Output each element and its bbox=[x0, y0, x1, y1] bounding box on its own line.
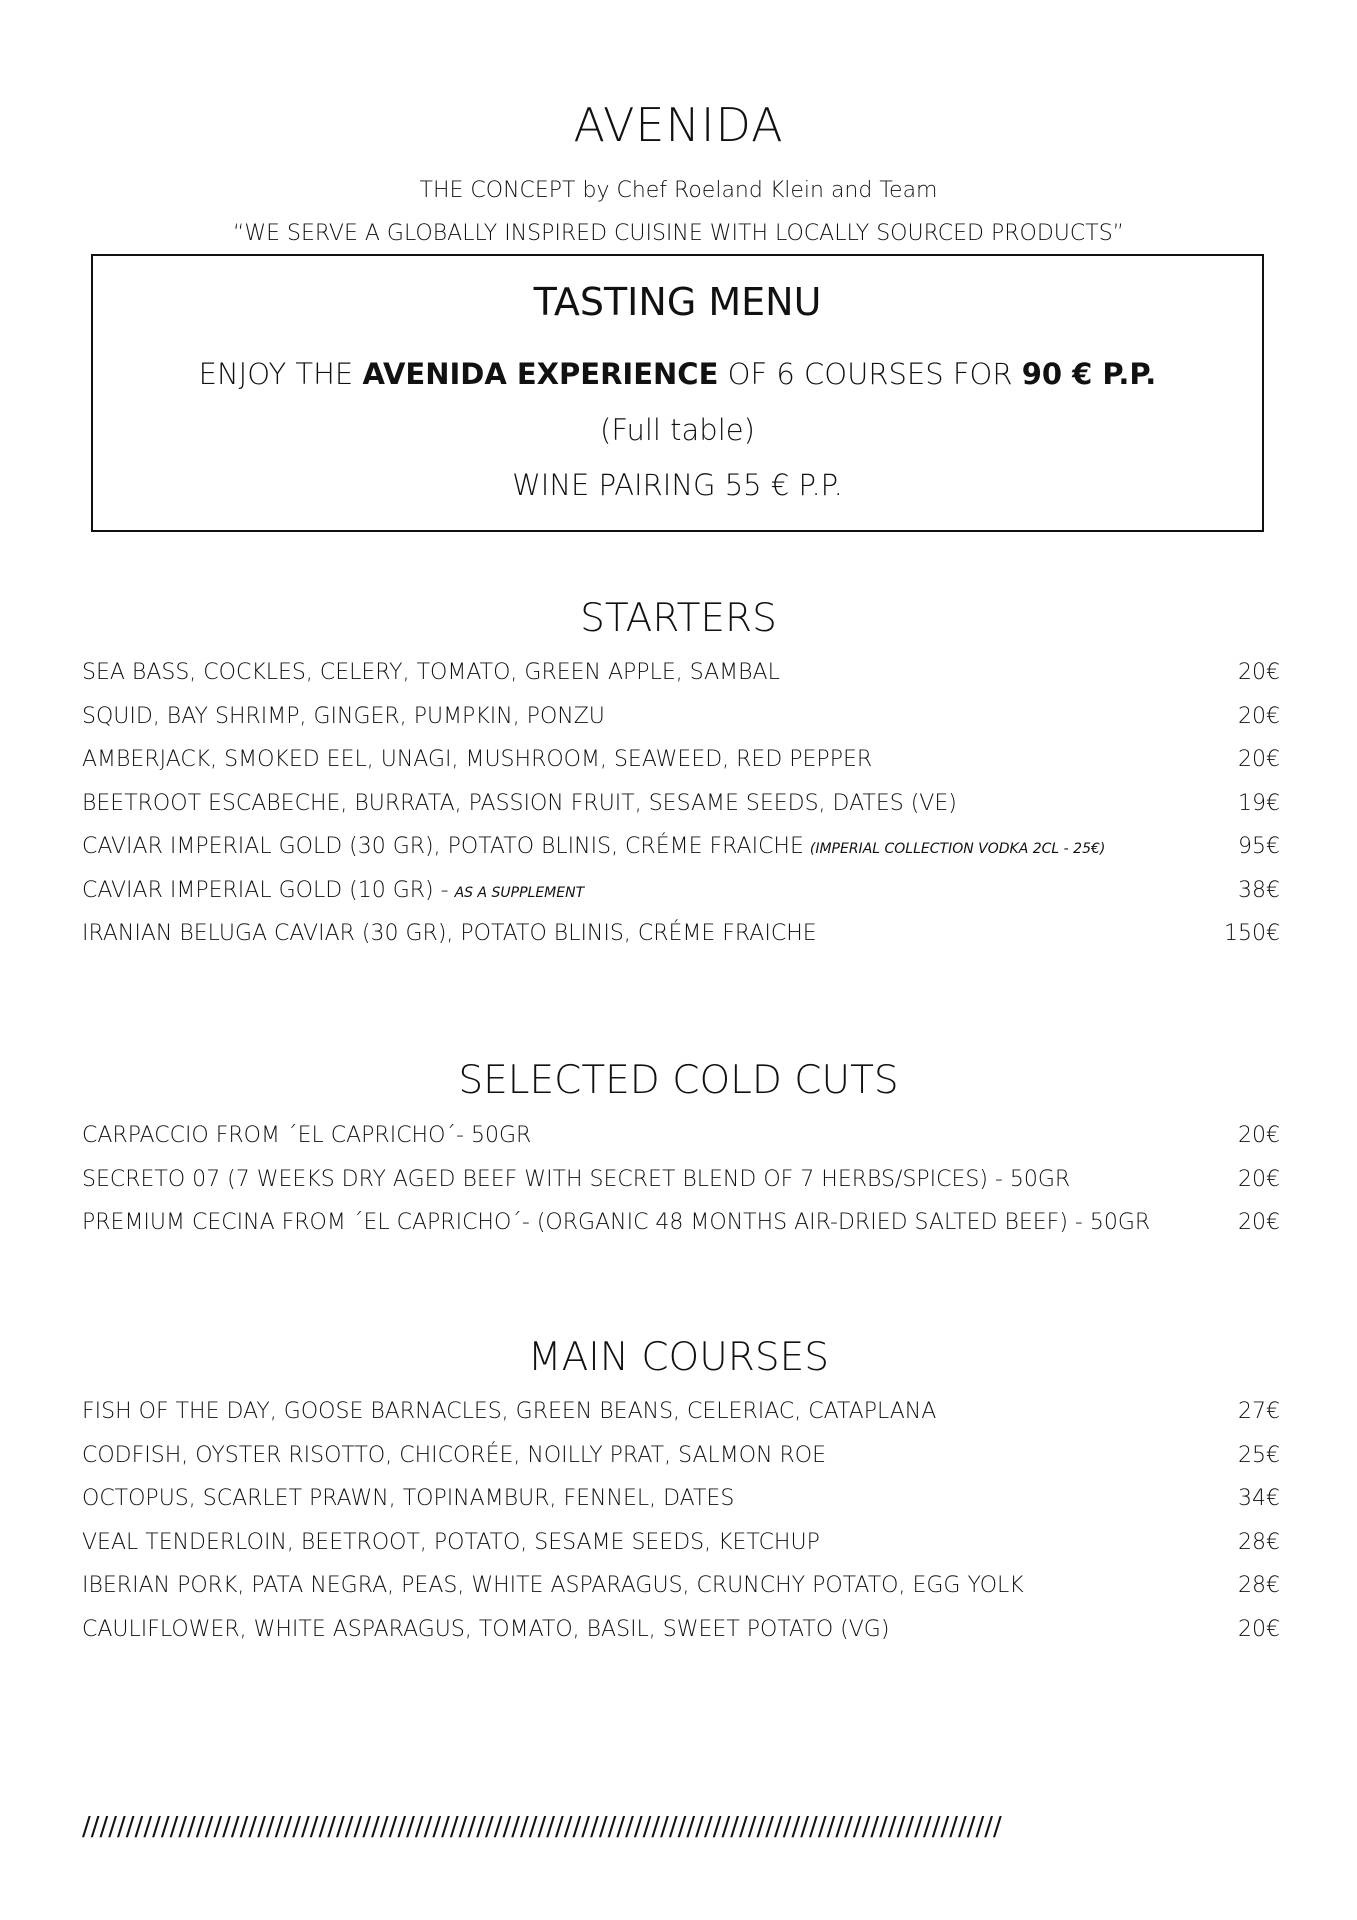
item-price: 20€ bbox=[1238, 1123, 1280, 1148]
item-name: AMBERJACK, SMOKED EEL, UNAGI, MUSHROOM, SEAWEED, RED PEPPER bbox=[82, 747, 873, 772]
menu-item bbox=[82, 747, 1280, 791]
menu-item bbox=[82, 791, 1280, 835]
item-price: 20€ bbox=[1238, 1616, 1280, 1642]
menu-item bbox=[82, 1486, 1280, 1530]
item-name: CAULIFLOWER, WHITE ASPARAGUS, TOMATO, BASIL, SWEET POTATO (VG) bbox=[82, 1616, 890, 1642]
item-name: IRANIAN BELUGA CAVIAR (30 GR), POTATO BLINIS, CRÉME FRAICHE bbox=[82, 921, 817, 946]
wine-pairing-line: WINE PAIRING 55 € P.P. bbox=[512, 468, 843, 502]
tasting-full-table-note: (Full table) bbox=[600, 413, 755, 447]
item-price: 28€ bbox=[1238, 1529, 1280, 1555]
menu-item bbox=[82, 834, 1280, 878]
item-name: CODFISH, OYSTER RISOTTO, CHICORÉE, NOILLY PRAT, SALMON ROE bbox=[82, 1442, 827, 1468]
item-name-text: CAVIAR IMPERIAL GOLD (30 GR), POTATO BLINIS, CRÉME FRAICHE bbox=[82, 834, 804, 859]
item-price: 20€ bbox=[1238, 747, 1280, 772]
section-heading-starters: STARTERS bbox=[580, 596, 777, 641]
menu-item bbox=[82, 878, 1280, 922]
menu-item bbox=[82, 1167, 1280, 1211]
tasting-offer-price: 90 € P.P. bbox=[1021, 357, 1157, 391]
item-name: CARPACCIO FROM ´EL CAPRICHO´- 50GR bbox=[82, 1123, 532, 1148]
tasting-menu-title: TASTING MENU bbox=[533, 280, 822, 324]
menu-item bbox=[82, 660, 1280, 704]
item-price: 20€ bbox=[1238, 660, 1280, 685]
tasting-offer-experience: AVENIDA EXPERIENCE bbox=[362, 357, 719, 391]
section-heading-main-courses: MAIN COURSES bbox=[527, 1335, 830, 1380]
item-name: SQUID, BAY SHRIMP, GINGER, PUMPKIN, PONZU bbox=[82, 703, 605, 729]
menu-item bbox=[82, 1443, 1280, 1487]
cold-cuts-list bbox=[82, 1123, 1280, 1254]
item-price: 95€ bbox=[1238, 834, 1280, 859]
item-name: SECRETO 07 (7 WEEKS DRY AGED BEEF WITH SECRET BLEND OF 7 HERBS/SPICES) - 50GR bbox=[82, 1166, 1071, 1192]
concept-subtitle: THE CONCEPT by Chef Roeland Klein and Team bbox=[419, 178, 938, 203]
menu-item bbox=[82, 1573, 1280, 1617]
item-price: 20€ bbox=[1238, 1166, 1280, 1192]
item-name: IBERIAN PORK, PATA NEGRA, PEAS, WHITE ASPARAGUS, CRUNCHY POTATO, EGG YOLK bbox=[82, 1573, 1024, 1598]
item-note: (IMPERIAL COLLECTION VODKA 2CL - 25€) bbox=[809, 841, 1106, 857]
item-note: AS A SUPPLEMENT bbox=[454, 884, 585, 901]
item-price: 38€ bbox=[1238, 877, 1280, 903]
menu-item bbox=[82, 1617, 1280, 1661]
item-name-with-note bbox=[82, 878, 584, 903]
item-name: SEA BASS, COCKLES, CELERY, TOMATO, GREEN APPLE, SAMBAL bbox=[82, 660, 780, 685]
tasting-menu-box bbox=[91, 254, 1264, 532]
tasting-offer-line bbox=[93, 357, 1262, 391]
footer-divider: ///////////////////////////////////////////////////////////////////////////////////////////////////////// bbox=[82, 1812, 1002, 1842]
concept-slogan: “WE SERVE A GLOBALLY INSPIRED CUISINE WITH LOCALLY SOURCED PRODUCTS” bbox=[232, 221, 1125, 246]
tasting-offer-text-a: ENJOY THE bbox=[198, 357, 363, 391]
item-name: OCTOPUS, SCARLET PRAWN, TOPINAMBUR, FENNEL, DATES bbox=[82, 1486, 735, 1511]
menu-item bbox=[82, 1210, 1280, 1254]
menu-item bbox=[82, 1123, 1280, 1167]
item-price: 34€ bbox=[1238, 1486, 1280, 1511]
item-price: 28€ bbox=[1238, 1573, 1280, 1598]
menu-item bbox=[82, 704, 1280, 748]
item-price: 27€ bbox=[1238, 1399, 1280, 1424]
item-name: VEAL TENDERLOIN, BEETROOT, POTATO, SESAME SEEDS, KETCHUP bbox=[82, 1529, 820, 1555]
menu-item bbox=[82, 1530, 1280, 1574]
item-price: 150€ bbox=[1224, 921, 1280, 946]
item-price: 25€ bbox=[1238, 1442, 1280, 1468]
item-price: 20€ bbox=[1238, 1210, 1280, 1235]
item-price: 20€ bbox=[1238, 703, 1280, 729]
item-name-text: CAVIAR IMPERIAL GOLD (10 GR) - bbox=[82, 877, 449, 903]
starters-list bbox=[82, 660, 1280, 965]
item-name: PREMIUM CECINA FROM ´EL CAPRICHO´- (ORGANIC 48 MONTHS AIR-DRIED SALTED BEEF) - 50GR bbox=[82, 1210, 1151, 1235]
item-name: BEETROOT ESCABECHE, BURRATA, PASSION FRUIT, SESAME SEEDS, DATES (VE) bbox=[82, 790, 957, 816]
restaurant-title: AVENIDA bbox=[573, 98, 784, 152]
item-price: 19€ bbox=[1238, 790, 1280, 816]
main-courses-list bbox=[82, 1399, 1280, 1660]
menu-item bbox=[82, 1399, 1280, 1443]
section-heading-cold-cuts: SELECTED COLD CUTS bbox=[458, 1058, 899, 1103]
item-name-with-note bbox=[82, 834, 1105, 859]
tasting-offer-text-c: OF 6 COURSES FOR bbox=[718, 357, 1022, 391]
menu-item bbox=[82, 921, 1280, 965]
item-name: FISH OF THE DAY, GOOSE BARNACLES, GREEN BEANS, CELERIAC, CATAPLANA bbox=[82, 1399, 937, 1424]
